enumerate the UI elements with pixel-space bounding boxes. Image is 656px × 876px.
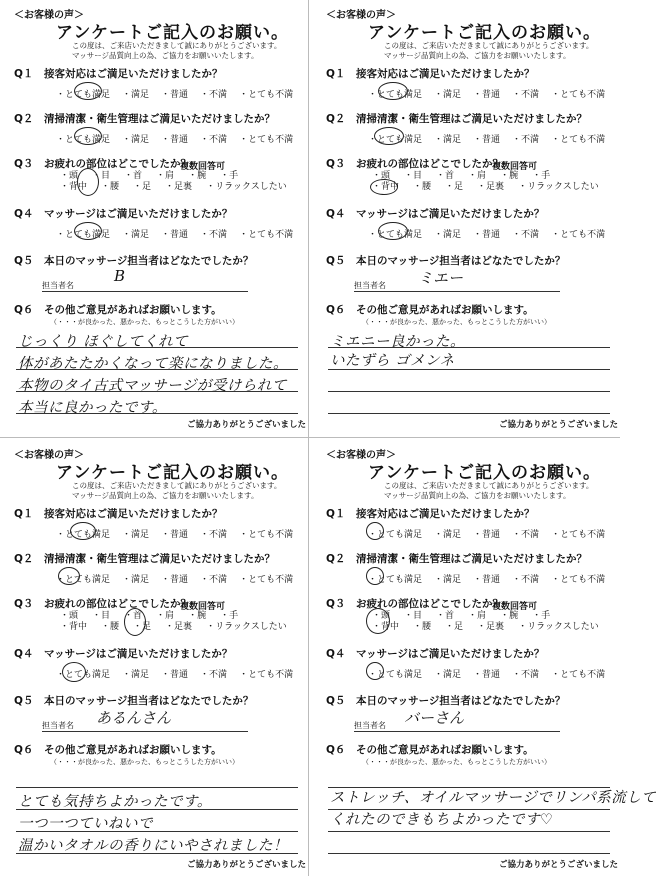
question-6-text: その他ご意見があればお願いします。 [356, 304, 534, 316]
body-part-option[interactable]: ・首 [436, 611, 455, 621]
body-part-options [372, 611, 613, 633]
body-part-option[interactable]: ・背中 [60, 182, 88, 192]
multiple-answers-note: 複数回答可 [492, 162, 538, 172]
rating-option[interactable]: ・普通 [161, 530, 189, 540]
question-3-text: お疲れの部位はどこでしたか？ [356, 158, 503, 170]
hand-drawn-circle-mark [366, 608, 390, 634]
question-3 [326, 156, 503, 171]
body-part-option[interactable]: ・目 [92, 171, 111, 181]
rating-option[interactable]: ・満足 [434, 575, 462, 585]
question-2 [326, 111, 587, 126]
hand-drawn-circle-mark [366, 522, 384, 540]
question-2 [14, 111, 275, 126]
question-2-number: Q２ [326, 113, 346, 125]
body-part-option[interactable]: ・足 [133, 182, 152, 192]
question-4-text: マッサージはご満足いただけましたか？ [356, 208, 545, 220]
handwritten-comment-line: とても気持ちよかったです。 [18, 794, 212, 810]
intro-line-1: この度は、ご来店いただきまして誠にありがとうございます。 [72, 41, 282, 50]
body-part-option[interactable]: ・背中 [372, 182, 400, 192]
body-part-option[interactable]: ・手 [220, 171, 239, 181]
rating-option[interactable]: ・普通 [161, 670, 189, 680]
body-part-option[interactable]: ・背中 [372, 622, 400, 632]
intro-line-2: マッサージ品質向上の為、ご協力をお願いいたします。 [72, 491, 259, 500]
question-6-text: その他ご意見があればお願いします。 [356, 744, 534, 756]
rating-option[interactable]: ・とても不満 [239, 575, 294, 585]
hand-drawn-circle-mark [378, 222, 408, 240]
intro-line-1: この度は、ご来店いただきまして誠にありがとうございます。 [384, 481, 594, 490]
body-part-option[interactable]: ・腰 [413, 622, 432, 632]
question-4 [14, 206, 232, 221]
body-part-option[interactable]: ・首 [436, 171, 455, 181]
card-title: アンケートご記入のお願い。 [56, 23, 289, 43]
intro-text [384, 41, 593, 61]
rating-option[interactable]: ・普通 [473, 230, 501, 240]
intro-text [72, 41, 281, 61]
body-part-option[interactable]: ・手 [532, 171, 551, 181]
comment-line [328, 831, 610, 832]
body-part-options [372, 171, 613, 193]
representative-label: 担当者名 [42, 721, 74, 730]
question-1 [14, 66, 223, 81]
question-2-number: Q２ [14, 553, 34, 565]
body-part-option[interactable]: ・手 [220, 611, 239, 621]
question-3-number: Q３ [326, 158, 346, 170]
body-part-option[interactable]: ・リラックスしたい [518, 622, 599, 632]
question-1-number: Q１ [14, 508, 34, 520]
multiple-answers-note: 複数回答可 [180, 602, 226, 612]
card-header: ＜お客様の声＞ [326, 10, 396, 21]
question-3-text: お疲れの部位はどこでしたか？ [44, 158, 191, 170]
rating-option[interactable]: ・不満 [200, 575, 228, 585]
question-1-text: 接客対応はご満足いただけましたか？ [44, 68, 223, 80]
question-5-number: Q５ [14, 255, 34, 267]
rating-option[interactable]: ・不満 [512, 90, 540, 100]
rating-option[interactable]: ・とても満足 [368, 575, 423, 585]
rating-option[interactable]: ・とても満足 [368, 670, 423, 680]
rating-option[interactable]: ・とても満足 [56, 530, 111, 540]
question-5-number: Q５ [326, 255, 346, 267]
body-part-option[interactable]: ・腕 [500, 171, 519, 181]
rating-option[interactable]: ・満足 [122, 230, 150, 240]
question-2-options [56, 572, 305, 585]
card-title: アンケートご記入のお願い。 [56, 463, 289, 483]
rating-option[interactable]: ・とても不満 [551, 90, 606, 100]
question-4 [14, 646, 232, 661]
question-3 [14, 596, 191, 611]
rating-option[interactable]: ・満足 [434, 90, 462, 100]
rating-option[interactable]: ・不満 [200, 670, 228, 680]
intro-text [384, 481, 593, 501]
hand-drawn-circle-mark [74, 127, 102, 145]
card-header: ＜お客様の声＞ [326, 450, 396, 461]
handwritten-comment-line: 体があたたかくなって楽になりました。 [18, 356, 288, 372]
rating-option[interactable]: ・とても満足 [56, 135, 111, 145]
body-part-option[interactable]: ・足裏 [165, 622, 193, 632]
rating-option[interactable]: ・とても満足 [368, 135, 423, 145]
survey-card-4 [316, 444, 656, 874]
question-6-hint: （・・・が良かった、悪かった、もっとこうした方がいい） [50, 758, 239, 766]
handwritten-comment-line: ミエニー良かった。 [330, 334, 465, 350]
intro-text [72, 481, 281, 501]
question-5 [14, 693, 253, 708]
question-3 [14, 156, 191, 171]
question-6-hint: （・・・が良かった、悪かった、もっとこうした方がいい） [50, 318, 239, 326]
hand-drawn-circle-mark [58, 567, 80, 585]
question-4-text: マッサージはご満足いただけましたか？ [44, 208, 233, 220]
question-6 [326, 302, 534, 317]
body-part-option[interactable]: ・目 [404, 171, 423, 181]
question-2 [326, 551, 587, 566]
survey-card-1 [4, 4, 304, 434]
rating-option[interactable]: ・不満 [512, 670, 540, 680]
question-1 [326, 66, 535, 81]
rating-option[interactable]: ・とても不満 [239, 530, 294, 540]
question-6-text: その他ご意見があればお願いします。 [44, 744, 222, 756]
question-4-options [368, 667, 617, 680]
question-1-text: 接客対応はご満足いただけましたか？ [44, 508, 223, 520]
question-4 [326, 206, 544, 221]
rating-option[interactable]: ・とても不満 [239, 90, 294, 100]
question-5-number: Q５ [14, 695, 34, 707]
question-6-hint: （・・・が良かった、悪かった、もっとこうした方がいい） [362, 758, 551, 766]
card-title: アンケートご記入のお願い。 [368, 463, 601, 483]
question-4-text: マッサージはご満足いただけましたか？ [356, 648, 545, 660]
rating-option[interactable]: ・不満 [200, 230, 228, 240]
body-part-row-1 [372, 611, 613, 622]
body-part-option[interactable]: ・頭 [372, 171, 391, 181]
question-1-number: Q１ [326, 68, 346, 80]
body-part-option[interactable]: ・腰 [413, 182, 432, 192]
question-6 [326, 742, 534, 757]
representative-label: 担当者名 [354, 721, 386, 730]
intro-line-1: この度は、ご来店いただきまして誠にありがとうございます。 [72, 481, 282, 490]
rating-option[interactable]: ・普通 [473, 575, 501, 585]
hand-drawn-circle-mark [62, 662, 86, 682]
comment-line [328, 391, 610, 392]
body-part-option[interactable]: ・肩 [468, 171, 487, 181]
hand-drawn-circle-mark [366, 567, 384, 585]
question-1-number: Q１ [14, 68, 34, 80]
rating-option[interactable]: ・満足 [122, 670, 150, 680]
handwritten-comment-line: 温かいタオルの香りにいやされました！ [18, 838, 288, 854]
handwritten-comment-line: 一つ一つていねいで [18, 816, 153, 832]
rating-option[interactable]: ・普通 [161, 575, 189, 585]
question-4-number: Q４ [14, 208, 34, 220]
question-2-options [368, 132, 617, 145]
comment-line [328, 853, 610, 854]
handwritten-comment-line: くれたのできもちよかったです♡ [330, 812, 554, 828]
rating-option[interactable]: ・不満 [200, 90, 228, 100]
question-1-options [368, 527, 617, 540]
rating-option[interactable]: ・とても満足 [56, 90, 111, 100]
rating-option[interactable]: ・普通 [473, 670, 501, 680]
body-part-options [60, 611, 301, 633]
survey-card-2 [316, 4, 616, 434]
body-part-option[interactable]: ・目 [404, 611, 423, 621]
rating-option[interactable]: ・満足 [434, 230, 462, 240]
survey-card-3 [4, 444, 304, 874]
question-6-hint: （・・・が良かった、悪かった、もっとこうした方がいい） [362, 318, 551, 326]
body-part-row-2 [60, 622, 301, 633]
rating-option[interactable]: ・とても満足 [368, 530, 423, 540]
representative-name: ミエー [418, 269, 464, 287]
hand-drawn-circle-mark [378, 82, 408, 100]
rating-option[interactable]: ・満足 [122, 575, 150, 585]
question-5-text: 本日のマッサージ担当者はどなたでしたか？ [356, 695, 566, 707]
horizontal-divider [0, 437, 620, 438]
rating-option[interactable]: ・満足 [122, 530, 150, 540]
hand-drawn-circle-mark [74, 82, 102, 100]
question-5-text: 本日のマッサージ担当者はどなたでしたか？ [356, 255, 566, 267]
rating-option[interactable]: ・満足 [434, 670, 462, 680]
card-title: アンケートご記入のお願い。 [368, 23, 601, 43]
body-part-option[interactable]: ・腕 [188, 171, 207, 181]
multiple-answers-note: 複数回答可 [180, 162, 226, 172]
question-6 [14, 742, 222, 757]
question-5-number: Q５ [326, 695, 346, 707]
rating-option[interactable]: ・不満 [512, 575, 540, 585]
body-part-option[interactable]: ・足裏 [477, 622, 505, 632]
body-part-row-2 [372, 622, 613, 633]
question-4-number: Q４ [14, 648, 34, 660]
question-2-text: 清掃清潔・衛生管理はご満足いただけましたか？ [356, 113, 587, 125]
card-header: ＜お客様の声＞ [14, 450, 84, 461]
question-2 [14, 551, 275, 566]
question-2-text: 清掃清潔・衛生管理はご満足いただけましたか？ [44, 553, 275, 565]
handwritten-comment-line: いたずら ゴメンネ [330, 353, 455, 369]
rating-option[interactable]: ・とても不満 [551, 530, 606, 540]
question-4-text: マッサージはご満足いただけましたか？ [44, 648, 233, 660]
hand-drawn-circle-mark [366, 662, 384, 680]
question-1 [326, 506, 535, 521]
question-2-number: Q２ [326, 553, 346, 565]
rating-option[interactable]: ・とても満足 [56, 670, 111, 680]
rating-option[interactable]: ・とても不満 [239, 135, 294, 145]
representative-label: 担当者名 [42, 281, 74, 290]
body-part-option[interactable]: ・首 [124, 171, 143, 181]
card-header: ＜お客様の声＞ [14, 10, 84, 21]
thanks-text: ご協力ありがとうございました [498, 420, 618, 430]
representative-name: バーさん [404, 709, 465, 727]
question-5-text: 本日のマッサージ担当者はどなたでしたか？ [44, 695, 254, 707]
thanks-text: ご協力ありがとうございました [498, 860, 618, 870]
rating-option[interactable]: ・不満 [512, 135, 540, 145]
body-part-option[interactable]: ・頭 [372, 611, 391, 621]
rating-option[interactable]: ・不満 [512, 230, 540, 240]
question-2-text: 清掃清潔・衛生管理はご満足いただけましたか？ [356, 553, 587, 565]
rating-option[interactable]: ・満足 [434, 135, 462, 145]
handwritten-comment-line: 本当に良かったです。 [18, 400, 167, 416]
body-part-row-1 [372, 171, 613, 182]
rating-option[interactable]: ・普通 [473, 90, 501, 100]
rating-option[interactable]: ・とても不満 [551, 575, 606, 585]
rating-option[interactable]: ・とても満足 [368, 230, 423, 240]
question-5-text: 本日のマッサージ担当者はどなたでしたか？ [44, 255, 254, 267]
intro-line-1: この度は、ご来店いただきまして誠にありがとうございます。 [384, 41, 594, 50]
body-part-row-1 [60, 611, 301, 622]
question-4-number: Q４ [326, 648, 346, 660]
body-part-option[interactable]: ・リラックスしたい [518, 182, 599, 192]
question-1 [14, 506, 223, 521]
hand-drawn-circle-mark [77, 168, 99, 196]
question-3-text: お疲れの部位はどこでしたか？ [356, 598, 503, 610]
thanks-text: ご協力ありがとうございました [186, 420, 306, 430]
comment-line [16, 787, 298, 788]
body-part-option[interactable]: ・足裏 [477, 182, 505, 192]
vertical-divider [308, 0, 309, 876]
rating-option[interactable]: ・とても不満 [551, 135, 606, 145]
body-part-option[interactable]: ・手 [532, 611, 551, 621]
body-part-option[interactable]: ・腰 [101, 622, 120, 632]
representative-label: 担当者名 [354, 281, 386, 290]
body-part-option[interactable]: ・肩 [156, 171, 175, 181]
question-3 [326, 596, 503, 611]
intro-line-2: マッサージ品質向上の為、ご協力をお願いいたします。 [384, 491, 571, 500]
question-4 [326, 646, 544, 661]
question-3-number: Q３ [14, 158, 34, 170]
multiple-answers-note: 複数回答可 [492, 602, 538, 612]
intro-line-2: マッサージ品質向上の為、ご協力をお願いいたします。 [72, 51, 259, 60]
question-1-number: Q１ [326, 508, 346, 520]
rating-option[interactable]: ・とても不満 [551, 670, 606, 680]
body-part-option[interactable]: ・腕 [188, 611, 207, 621]
rating-option[interactable]: ・普通 [473, 135, 501, 145]
representative-underline [42, 291, 248, 292]
question-6-number: Q６ [14, 304, 34, 316]
question-3-number: Q３ [326, 598, 346, 610]
rating-option[interactable]: ・満足 [122, 135, 150, 145]
thanks-text: ご協力ありがとうございました [186, 860, 306, 870]
question-6-number: Q６ [326, 304, 346, 316]
body-part-option[interactable]: ・首 [124, 611, 143, 621]
representative-name: あるんさん [96, 709, 172, 727]
body-part-option[interactable]: ・足 [445, 622, 464, 632]
body-part-option[interactable]: ・肩 [468, 611, 487, 621]
rating-option[interactable]: ・不満 [512, 530, 540, 540]
rating-option[interactable]: ・とても満足 [368, 90, 423, 100]
representative-underline [354, 291, 560, 292]
question-4-options [56, 667, 305, 680]
rating-option[interactable]: ・不満 [200, 530, 228, 540]
question-2-number: Q２ [14, 113, 34, 125]
question-5 [326, 253, 565, 268]
rating-option[interactable]: ・普通 [473, 530, 501, 540]
question-4-number: Q４ [326, 208, 346, 220]
hand-drawn-circle-mark [370, 179, 398, 195]
body-part-option[interactable]: ・リラックスしたい [206, 182, 287, 192]
hand-drawn-circle-mark [374, 127, 404, 145]
rating-option[interactable]: ・とても満足 [56, 575, 111, 585]
body-part-option[interactable]: ・足裏 [165, 182, 193, 192]
representative-underline [42, 731, 248, 732]
rating-option[interactable]: ・満足 [122, 90, 150, 100]
rating-option[interactable]: ・とても不満 [551, 230, 606, 240]
question-1-text: 接客対応はご満足いただけましたか？ [356, 508, 535, 520]
body-part-option[interactable]: ・足 [133, 622, 152, 632]
rating-option[interactable]: ・普通 [161, 230, 189, 240]
rating-option[interactable]: ・満足 [434, 530, 462, 540]
body-part-row-2 [372, 182, 613, 193]
hand-drawn-circle-mark [124, 608, 146, 636]
body-part-option[interactable]: ・肩 [156, 611, 175, 621]
rating-option[interactable]: ・とても不満 [239, 670, 294, 680]
handwritten-comment-line: 本物のタイ古式マッサージが受けられて [18, 378, 287, 394]
rating-option[interactable]: ・普通 [161, 90, 189, 100]
question-3-number: Q３ [14, 598, 34, 610]
hand-drawn-circle-mark [74, 222, 102, 240]
question-5 [326, 693, 565, 708]
comment-line [328, 413, 610, 414]
body-part-option[interactable]: ・足 [445, 182, 464, 192]
rating-option[interactable]: ・不満 [200, 135, 228, 145]
rating-option[interactable]: ・とても満足 [56, 230, 111, 240]
question-1-text: 接客対応はご満足いただけましたか？ [356, 68, 535, 80]
handwritten-comment-line: ストレッチ、オイルマッサージでリンパ系流して [330, 790, 656, 806]
body-part-option[interactable]: ・リラックスしたい [206, 622, 287, 632]
question-2-text: 清掃清潔・衛生管理はご満足いただけましたか？ [44, 113, 275, 125]
body-part-option[interactable]: ・背中 [60, 622, 88, 632]
body-part-option[interactable]: ・頭 [60, 611, 79, 621]
question-6-text: その他ご意見があればお願いします。 [44, 304, 222, 316]
body-part-option[interactable]: ・腰 [101, 182, 120, 192]
representative-name: B [114, 267, 126, 285]
hand-drawn-circle-mark [70, 522, 96, 540]
question-2-options [368, 572, 617, 585]
question-6-number: Q６ [14, 744, 34, 756]
question-3-text: お疲れの部位はどこでしたか？ [44, 598, 191, 610]
intro-line-2: マッサージ品質向上の為、ご協力をお願いいたします。 [384, 51, 571, 60]
body-part-option[interactable]: ・頭 [60, 171, 79, 181]
question-6-number: Q６ [326, 744, 346, 756]
question-6 [14, 302, 222, 317]
handwritten-comment-line: じっくり ほぐしてくれて [18, 334, 189, 350]
rating-option[interactable]: ・とても不満 [239, 230, 294, 240]
body-part-option[interactable]: ・目 [92, 611, 111, 621]
representative-underline [354, 731, 560, 732]
rating-option[interactable]: ・普通 [161, 135, 189, 145]
body-part-option[interactable]: ・腕 [500, 611, 519, 621]
question-5 [14, 253, 253, 268]
